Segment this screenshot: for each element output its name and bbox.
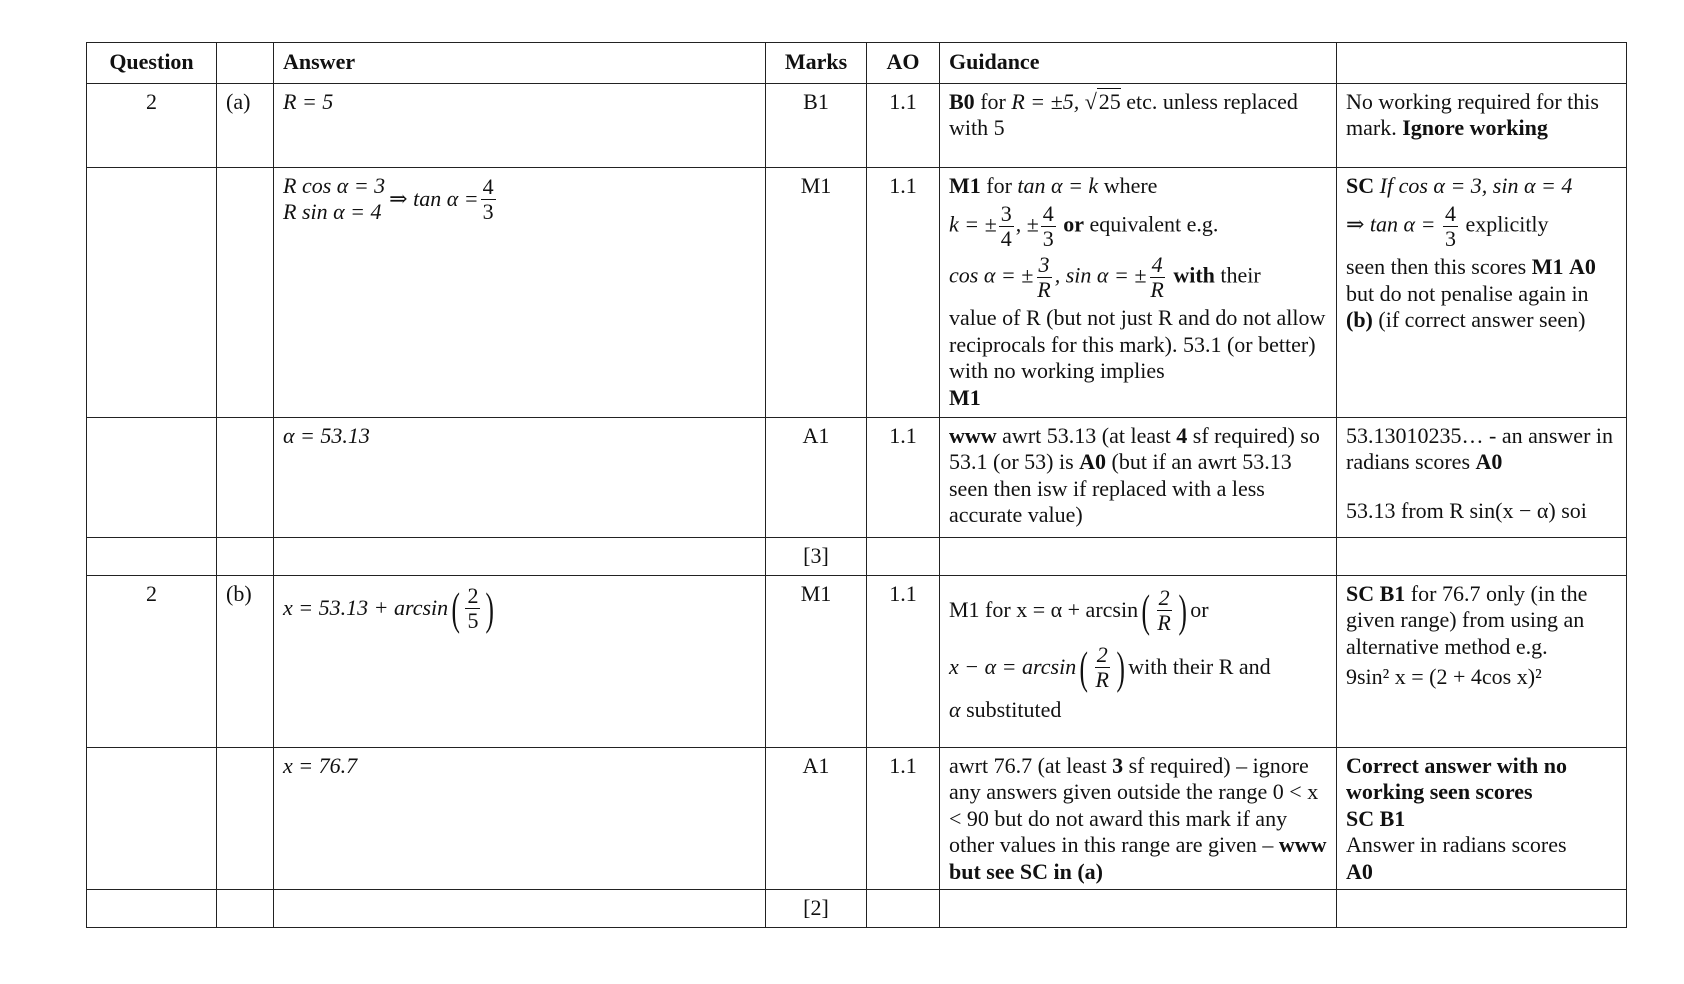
extra-cell: 53.13010235… - an answer in radians scores A0 53.13 from R sin(x − α) soi — [1337, 418, 1627, 538]
ao-cell: 1.1 — [867, 748, 940, 890]
marks-cell: M1 — [766, 168, 867, 418]
marks-total: [3] — [766, 538, 867, 576]
marks-cell: A1 — [766, 418, 867, 538]
guidance-cell — [940, 538, 1337, 576]
answer-cell — [274, 538, 766, 576]
extra-cell: SC If cos α = 3, sin α = 4 ⇒ tan α = $\frac{4}{3}$ explicitly seen then this scores M1 A0 but do not penalise again in (b) (if correct answer seen) — [1337, 168, 1627, 418]
answer-cell — [274, 890, 766, 928]
guidance-cell — [940, 890, 1337, 928]
marks-cell: B1 — [766, 84, 867, 168]
sqrt-radicand: 25 — [1098, 89, 1121, 114]
header-ao: AO — [867, 43, 940, 84]
question-number — [87, 418, 217, 538]
extra-equation: 9sin² x = (2 + 4cos x)² — [1346, 664, 1542, 690]
answer-cell: x = 53.13 + arcsin ( $\frac{2}{5}$ ) — [274, 576, 766, 748]
extra-text: No working required for this mark. — [1346, 89, 1599, 141]
guidance-cell: M1 for tan α = k where k = ± $\frac{3}{4}$ , ± $\frac{4}{3}$ or equivalent e.g. cos α = ± $\frac{3}{R}$ , sin α = ± $\frac{4}{R}$ with their value of R (but not just R and do not allow reciprocals for this mark). 53.1 (or better) with no working implies M1 — [940, 168, 1337, 418]
marks-total: [2] — [766, 890, 867, 928]
ao-cell: 1.1 — [867, 168, 940, 418]
answer-cell: x = 76.7 — [274, 748, 766, 890]
question-part — [217, 168, 274, 418]
answer-cell: α = 53.13 — [274, 418, 766, 538]
guidance-mark: B0 — [949, 89, 975, 114]
question-part: (a) — [217, 84, 274, 168]
answer-implies: ⇒ tan α = — [389, 186, 479, 212]
guidance-cell: M1 for x = α + arcsin ( $\frac{2}{R}$ ) or x − α = arcsin ( $\frac{2}{R}$ ) with their R and α substituted — [940, 576, 1337, 748]
guidance-expr: R = ±5, — [1011, 89, 1085, 114]
header-marks: Marks — [766, 43, 867, 84]
answer-line: R sin α = 4 — [283, 199, 382, 225]
extra-bold: Ignore working — [1402, 115, 1548, 141]
header-answer: Answer — [274, 43, 766, 84]
extra-cell — [1337, 890, 1627, 928]
question-part — [217, 748, 274, 890]
header-guidance: Guidance — [940, 43, 1337, 84]
question-part: (b) — [217, 576, 274, 748]
fraction: $\frac{4}{3}$ — [482, 173, 494, 224]
header-question: Question — [87, 43, 217, 84]
ao-cell: 1.1 — [867, 418, 940, 538]
answer-cell — [274, 168, 766, 418]
header-extra — [1337, 43, 1627, 84]
question-part — [217, 538, 274, 576]
extra-cell: SC B1 for 76.7 only (in the given range) from using an alternative method e.g. 9sin² x = (2 + 4cos x)² — [1337, 576, 1627, 748]
guidance-cell: www awrt 53.13 (at least 4 sf required) so 53.1 (or 53) is A0 (but if an awrt 53.13 seen then isw if replaced with a less accurate value) — [940, 418, 1337, 538]
table-row — [87, 418, 1627, 538]
extra-text: 53.13 from R sin(x − α) soi — [1346, 497, 1587, 523]
header-part — [217, 43, 274, 84]
mark-scheme-table — [86, 42, 1627, 928]
question-number — [87, 890, 217, 928]
ao-cell — [867, 890, 940, 928]
question-number: 2 — [87, 576, 217, 748]
guidance-mark: M1 — [949, 384, 981, 410]
table-row — [87, 748, 1627, 890]
header-row — [87, 43, 1627, 84]
extra-cell — [1337, 538, 1627, 576]
answer-cell: R = 5 — [274, 84, 766, 168]
question-part — [217, 890, 274, 928]
question-number: 2 — [87, 84, 217, 168]
question-number — [87, 538, 217, 576]
ao-cell: 1.1 — [867, 576, 940, 748]
extra-cell — [1337, 84, 1627, 168]
ao-cell: 1.1 — [867, 84, 940, 168]
table-row — [87, 576, 1627, 748]
guidance-cell: B0 for R = ±5, √25 etc. unless replaced with 5 — [940, 84, 1337, 168]
answer-line: R cos α = 3 — [283, 173, 386, 198]
table-row — [87, 890, 1627, 928]
guidance-text: for — [974, 89, 1012, 114]
marks-cell: A1 — [766, 748, 867, 890]
guidance-text: etc. unless replaced with 5 — [949, 89, 1298, 141]
table-row — [87, 84, 1627, 168]
guidance-text: value of R (but not just R and do not allow reciprocals for this mark). 53.1 (or better) with no working implies — [949, 305, 1326, 384]
question-number — [87, 168, 217, 418]
extra-cell: Correct answer with no working seen scores SC B1 Answer in radians scores A0 — [1337, 748, 1627, 890]
table-row — [87, 168, 1627, 418]
question-number — [87, 748, 217, 890]
question-part — [217, 418, 274, 538]
ao-cell — [867, 538, 940, 576]
guidance-cell: awrt 76.7 (at least 3 sf required) – ignore any answers given outside the range 0 < x < 90 but do not award this mark if any other values in this range are given – www but see SC in (a) — [940, 748, 1337, 890]
marks-cell: M1 — [766, 576, 867, 748]
table-row — [87, 538, 1627, 576]
